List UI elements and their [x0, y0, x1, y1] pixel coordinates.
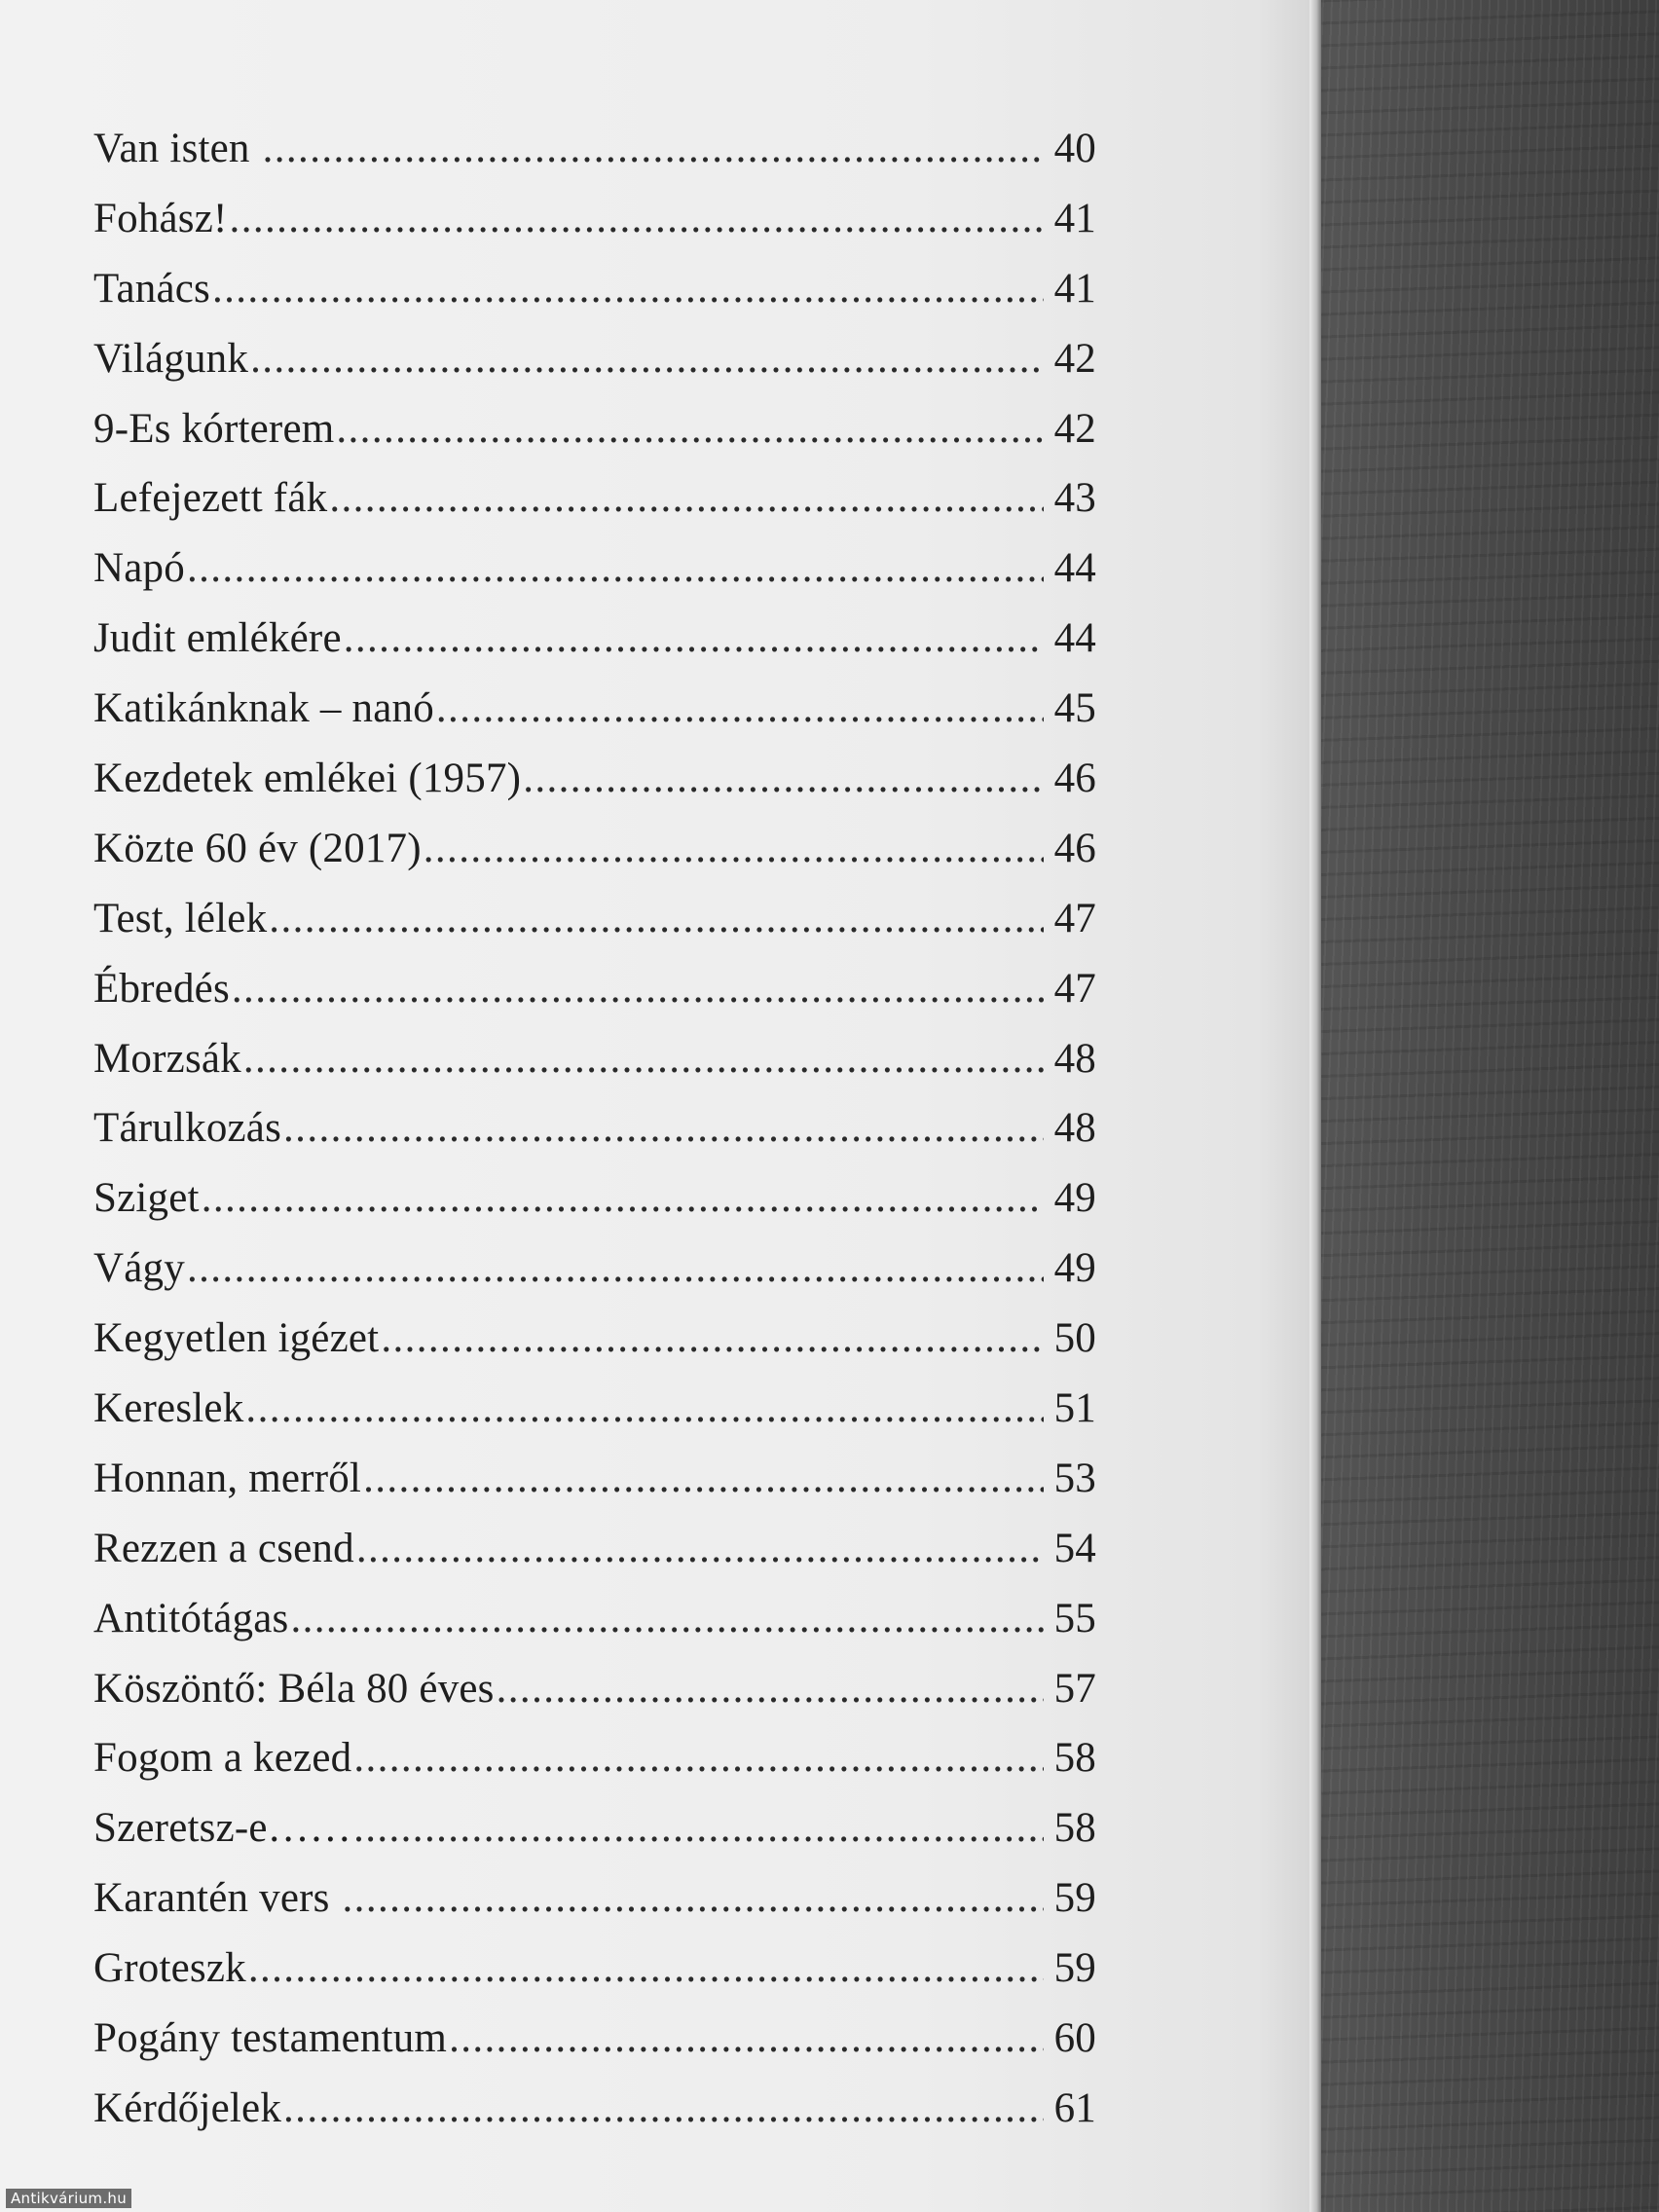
toc-entry-page-number: 55 [1053, 1595, 1096, 1641]
toc-entry-page-number: 49 [1053, 1245, 1096, 1292]
toc-entry [93, 1595, 1096, 1665]
toc-entry [93, 544, 1096, 614]
toc-entry-title: Morzsák [93, 1035, 241, 1082]
toc-entry-title: Tanács [93, 265, 210, 312]
dot-leader [290, 1595, 1044, 1642]
toc-entry-title: Világunk [93, 335, 249, 382]
dot-leader [336, 405, 1044, 453]
dot-leader [356, 1525, 1044, 1572]
toc-entry-title: 9-Es kórterem [93, 405, 335, 452]
toc-entry-page-number: 54 [1053, 1525, 1096, 1571]
toc-entry-title: Pogány testamentum [93, 2015, 448, 2062]
toc-entry [93, 614, 1096, 684]
toc-entry-page-number: 48 [1053, 1105, 1096, 1152]
dot-leader [497, 1665, 1044, 1713]
toc-entry [93, 1035, 1096, 1105]
toc-entry [93, 265, 1096, 335]
toc-entry-page-number: 42 [1053, 405, 1096, 452]
dot-leader [202, 1174, 1044, 1222]
toc-entry-page-number: 46 [1053, 825, 1096, 871]
toc-entry-page-number: 41 [1053, 265, 1096, 312]
dot-leader [424, 825, 1044, 872]
dot-leader [344, 614, 1044, 662]
dot-leader [232, 965, 1044, 1013]
toc-entry-title: Szeretsz-e…… [93, 1805, 352, 1852]
toc-entry-title: Kegyetlen igézet [93, 1315, 380, 1362]
toc-entry [93, 474, 1096, 544]
table-of-contents [93, 125, 1096, 2155]
toc-entry-page-number: 44 [1053, 545, 1096, 592]
dot-leader [329, 474, 1044, 522]
toc-entry-page-number: 58 [1053, 1805, 1096, 1852]
toc-entry-page-number: 45 [1053, 685, 1096, 732]
toc-entry-title: Honnan, merről [93, 1455, 362, 1501]
toc-entry [93, 1804, 1096, 1874]
toc-entry-title: Napó [93, 545, 185, 592]
toc-entry-title: Fohász! [93, 195, 228, 241]
toc-entry-page-number: 47 [1053, 895, 1096, 941]
toc-entry-title: Vágy [93, 1245, 185, 1292]
toc-entry-title: Fogom a kezed [93, 1735, 352, 1782]
toc-entry [93, 895, 1096, 965]
dot-leader [353, 1804, 1044, 1852]
toc-entry-page-number: 50 [1053, 1315, 1096, 1362]
toc-entry [93, 125, 1096, 195]
toc-entry-page-number: 61 [1053, 2084, 1096, 2131]
toc-entry [93, 405, 1096, 475]
toc-entry [93, 755, 1096, 825]
toc-entry [93, 1734, 1096, 1804]
toc-entry [93, 825, 1096, 895]
toc-entry-title: Groteszk [93, 1945, 246, 1992]
toc-entry-title: Ébredés [93, 965, 230, 1012]
toc-entry [93, 1314, 1096, 1384]
toc-entry-page-number: 60 [1053, 2015, 1096, 2062]
dot-leader [269, 895, 1044, 942]
dot-leader [283, 1104, 1044, 1152]
toc-entry [93, 1174, 1096, 1244]
toc-entry-title: Kezdetek emlékei (1957) [93, 756, 522, 802]
toc-entry [93, 1944, 1096, 2014]
toc-entry-title: Kereslek [93, 1385, 244, 1432]
dot-leader [353, 1734, 1044, 1782]
toc-entry-page-number: 42 [1053, 335, 1096, 382]
dot-leader [243, 1035, 1044, 1083]
toc-entry-title: Katikánknak – nanó [93, 685, 434, 732]
dot-leader [263, 125, 1044, 172]
toc-entry [93, 2014, 1096, 2084]
toc-entry-title: Karantén vers [93, 1875, 341, 1922]
toc-entry-page-number: 51 [1053, 1385, 1096, 1432]
toc-entry-page-number: 58 [1053, 1735, 1096, 1782]
dot-leader [283, 2084, 1044, 2132]
toc-entry [93, 1665, 1096, 1735]
dot-leader [245, 1384, 1044, 1432]
dot-leader [436, 684, 1044, 732]
toc-entry-page-number: 57 [1053, 1665, 1096, 1712]
toc-entry-title: Köszöntő: Béla 80 éves [93, 1665, 495, 1712]
toc-entry-title: Közte 60 év (2017) [93, 825, 422, 871]
toc-entry-page-number: 59 [1053, 1875, 1096, 1922]
toc-entry-title: Antitótágas [93, 1595, 289, 1641]
toc-entry [93, 1104, 1096, 1174]
toc-entry-page-number: 41 [1053, 195, 1096, 241]
toc-entry-page-number: 49 [1053, 1175, 1096, 1222]
toc-entry [93, 965, 1096, 1035]
toc-entry-page-number: 46 [1053, 756, 1096, 802]
dot-leader [248, 1944, 1044, 1992]
dot-leader [187, 544, 1044, 592]
toc-entry [93, 684, 1096, 755]
toc-entry-title: Sziget [93, 1175, 200, 1222]
toc-entry [93, 1525, 1096, 1595]
dot-leader [212, 265, 1044, 313]
toc-entry-page-number: 48 [1053, 1035, 1096, 1082]
dot-leader [381, 1314, 1044, 1362]
dot-leader [449, 2014, 1044, 2062]
dot-leader [343, 1874, 1044, 1922]
toc-entry-title: Van isten [93, 126, 261, 171]
toc-entry-title: Rezzen a csend [93, 1525, 354, 1571]
toc-entry-page-number: 40 [1053, 126, 1096, 171]
dot-leader [523, 755, 1044, 802]
toc-entry [93, 335, 1096, 405]
toc-entry-page-number: 47 [1053, 965, 1096, 1012]
dot-leader [230, 195, 1044, 242]
dot-leader [363, 1455, 1044, 1502]
page-edge [1309, 0, 1321, 2212]
toc-entry-title: Tárulkozás [93, 1105, 282, 1152]
toc-entry-page-number: 43 [1053, 475, 1096, 522]
toc-entry [93, 195, 1096, 265]
toc-entry-title: Kérdőjelek [93, 2084, 282, 2131]
toc-entry [93, 1244, 1096, 1314]
toc-entry-page-number: 44 [1053, 615, 1096, 662]
toc-entry-page-number: 59 [1053, 1945, 1096, 1992]
toc-entry [93, 1874, 1096, 1944]
dot-leader [250, 335, 1044, 383]
toc-entry [93, 1384, 1096, 1455]
dot-leader [187, 1244, 1044, 1292]
toc-entry-title: Test, lélek [93, 895, 268, 941]
toc-entry [93, 1455, 1096, 1525]
toc-entry-page-number: 53 [1053, 1455, 1096, 1501]
watermark: Antikvárium.hu [6, 2189, 131, 2208]
toc-entry-title: Judit emlékére [93, 615, 342, 662]
toc-entry [93, 2084, 1096, 2155]
toc-entry-title: Lefejezett fák [93, 475, 328, 522]
background-surface [1305, 0, 1659, 2212]
